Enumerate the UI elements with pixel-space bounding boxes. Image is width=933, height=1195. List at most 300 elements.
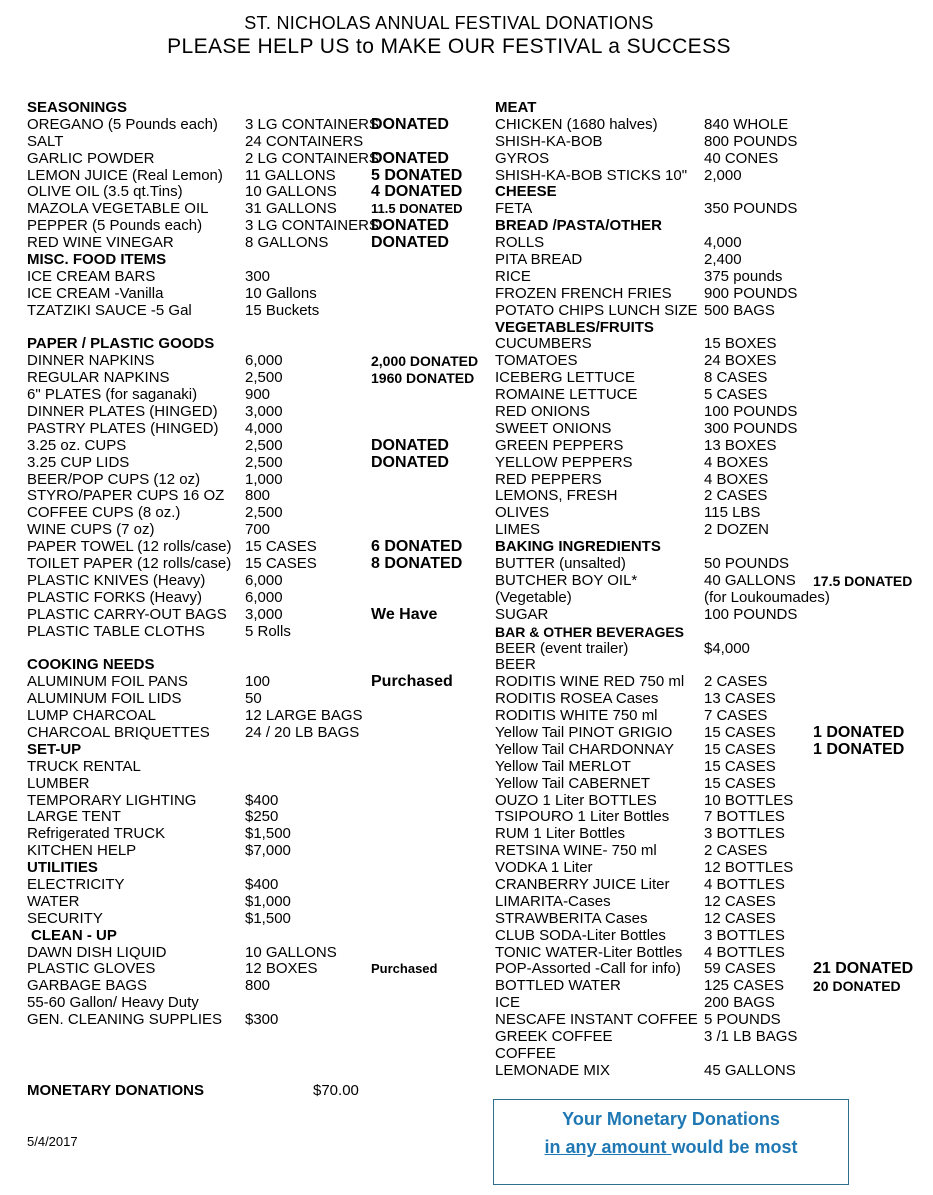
item-name: OLIVE OIL (3.5 qt.Tins) [27,183,183,201]
item-quantity: 4 BOTTLES [704,875,785,893]
item-name: FROZEN FRENCH FRIES [495,284,672,302]
item-quantity: 2,500 [245,504,283,522]
item-status: 17.5 DONATED [813,572,913,589]
item-name: GYROS [495,149,550,167]
item-name: POP-Assorted -Call for info) [495,960,681,978]
item-status: 1 DONATED [813,723,905,741]
item-quantity: 100 POUNDS [704,403,798,421]
monetary-donations-label: MONETARY DONATIONS [27,1082,204,1099]
section-title: COOKING NEEDS [27,656,155,674]
item-quantity: 5 Rolls [245,622,291,640]
donation-item-row [27,269,487,286]
monetary-appeal-box [493,1099,849,1185]
donation-item-row [27,911,487,928]
item-name: BOTTLED WATER [495,977,621,995]
item-quantity: 5 POUNDS [704,1011,781,1029]
item-quantity: 7 BOTTLES [704,808,785,826]
item-quantity: 12 CASES [704,892,776,910]
item-quantity: 10 Gallons [245,284,317,302]
item-quantity: 900 POUNDS [704,284,798,302]
item-quantity: 100 POUNDS [704,605,798,623]
item-status: 2,000 DONATED [371,353,479,370]
item-quantity: 700 [245,521,271,539]
section-header [495,218,924,235]
item-name: CUCUMBERS [495,335,592,353]
item-quantity: 900 [245,386,271,404]
item-name: PASTRY PLATES (HINGED) [27,419,219,437]
item-quantity: 40 GALLONS [704,571,796,589]
item-quantity: (for Loukoumades) [704,588,830,606]
item-name: SECURITY [27,909,103,927]
donation-item-row [495,421,924,438]
donation-item-row [495,809,924,826]
donation-item-row [27,539,487,556]
item-name: ICE CREAM -Vanilla [27,284,164,302]
donation-item-row [495,877,924,894]
item-name: Yellow Tail MERLOT [495,757,631,775]
donation-item-row [27,809,487,826]
item-name: ROLLS [495,234,545,252]
item-quantity: 2,500 [245,436,283,454]
item-status: DONATED [371,436,449,454]
donation-item-row [27,826,487,843]
donation-item-row [27,725,487,742]
item-status: DONATED [371,234,449,252]
donation-item-row [495,793,924,810]
item-name: RODITIS WINE RED 750 ml [495,673,685,691]
donation-item-row [27,303,487,320]
item-quantity: $300 [245,1011,279,1029]
item-name: BEER (event trailer) [495,639,629,657]
donation-item-row [495,353,924,370]
item-quantity: 2,400 [704,251,742,269]
item-name: Refrigerated TRUCK [27,825,166,843]
item-quantity: 375 pounds [704,267,783,285]
item-quantity: 15 Buckets [245,301,320,319]
item-status: 21 DONATED [813,960,914,978]
donation-item-row [27,590,487,607]
item-quantity: 3,000 [245,403,283,421]
item-name: CHARCOAL BRIQUETTES [27,723,210,741]
donation-item-row [27,674,487,691]
item-name: TOMATOES [495,352,578,370]
donation-item-row [495,759,924,776]
left-column [27,100,487,1029]
item-quantity: 350 POUNDS [704,200,798,218]
donation-item-row [27,151,487,168]
item-status: Purchased [371,673,453,691]
item-status: 8 DONATED [371,555,463,573]
item-name: Yellow Tail CABERNET [495,774,651,792]
item-name: 55-60 Gallon/ Heavy Duty [27,994,199,1012]
item-name: TONIC WATER-Liter Bottles [495,943,683,961]
section-header [495,184,924,201]
item-name: SHISH-KA-BOB [495,132,603,150]
item-quantity: 4,000 [704,234,742,252]
item-quantity: 840 WHOLE [704,115,789,133]
section-header [495,624,924,641]
item-name: 6" PLATES (for saganaki) [27,386,198,404]
item-quantity: 4,000 [245,419,283,437]
donation-item-row [495,674,924,691]
donation-item-row [495,404,924,421]
item-name: SALT [27,132,64,150]
donation-item-row [495,438,924,455]
item-name: SUGAR [495,605,549,623]
item-name: KITCHEN HELP [27,842,137,860]
donation-item-row [495,522,924,539]
section-header [27,100,487,117]
item-name: OUZO 1 Liter BOTTLES [495,791,657,809]
item-quantity: 15 CASES [704,774,776,792]
donation-item-row [27,607,487,624]
item-quantity: 50 POUNDS [704,555,790,573]
item-quantity: 50 [245,690,262,708]
donation-item-row [27,218,487,235]
section-header [27,860,487,877]
donation-item-row [495,945,924,962]
donation-item-row [27,843,487,860]
item-status: 20 DONATED [813,978,901,995]
item-name: SHISH-KA-BOB STICKS 10" [495,166,688,184]
item-name: PLASTIC TABLE CLOTHS [27,622,205,640]
donation-item-row [27,877,487,894]
donation-item-row [495,252,924,269]
item-name: PAPER TOWEL (12 rolls/case) [27,538,232,556]
donation-item-row [495,590,924,607]
item-name: DAWN DISH LIQUID [27,943,167,961]
donation-item-row [495,235,924,252]
item-quantity: $400 [245,791,279,809]
item-name: LEMON JUICE (Real Lemon) [27,166,223,184]
item-status: DONATED [371,217,449,235]
donation-item-row [27,404,487,421]
item-quantity: 6,000 [245,352,283,370]
donation-item-row [27,488,487,505]
donation-item-row [495,387,924,404]
donation-item-row [27,235,487,252]
item-quantity: 800 POUNDS [704,132,798,150]
section-header [495,100,924,117]
donation-item-row [495,370,924,387]
item-quantity: 10 GALLONS [245,183,337,201]
donation-item-row [27,793,487,810]
donation-item-row [495,843,924,860]
appeal-rest-text: would be most [671,1137,798,1157]
donation-item-row [495,556,924,573]
item-name: DINNER NAPKINS [27,352,155,370]
donation-item-row [495,607,924,624]
page-title: ST. NICHOLAS ANNUAL FESTIVAL DONATIONS [244,13,654,33]
item-quantity: 15 BOXES [704,335,777,353]
donation-item-row [27,691,487,708]
item-name: CRANBERRY JUICE Liter [495,875,670,893]
item-name: PITA BREAD [495,251,583,269]
section-title: MEAT [495,99,537,116]
item-quantity: $1,000 [245,892,291,910]
item-quantity: 11 GALLONS [245,166,336,184]
item-quantity: $250 [245,808,279,826]
item-quantity: 31 GALLONS [245,200,337,218]
donation-item-row [27,556,487,573]
donation-item-row [495,168,924,185]
item-name: ROMAINE LETTUCE [495,386,638,404]
item-name: TSIPOURO 1 Liter Bottles [495,808,670,826]
page-subtitle: PLEASE HELP US to MAKE OUR FESTIVAL a SUCCESS [167,35,731,58]
item-name: ICE CREAM BARS [27,267,156,285]
item-quantity: 3 /1 LB BAGS [704,1027,798,1045]
item-quantity: 15 CASES [704,757,776,775]
item-status: DONATED [371,453,449,471]
section-title: MISC. FOOD ITEMS [27,251,167,269]
donation-item-row [27,353,487,370]
item-quantity: 13 BOXES [704,436,777,454]
item-name: TRUCK RENTAL [27,757,141,775]
donation-item-row [495,1046,924,1063]
item-name: CLUB SODA-Liter Bottles [495,926,666,944]
section-title: PAPER / PLASTIC GOODS [27,335,215,353]
item-status: 6 DONATED [371,538,463,556]
item-status: 11.5 DONATED [371,201,463,217]
section-header [27,336,487,353]
item-name: PEPPER (5 Pounds each) [27,217,203,235]
item-name: GREEK COFFEE [495,1027,613,1045]
item-quantity: 4 BOXES [704,470,769,488]
item-quantity: 1,000 [245,470,283,488]
item-quantity: 24 / 20 LB BAGS [245,723,360,741]
item-quantity: 10 GALLONS [245,943,337,961]
section-title: BREAD /PASTA/OTHER [495,217,662,235]
item-quantity: 2 DOZEN [704,521,770,539]
item-name: BUTCHER BOY OIL* [495,571,638,589]
section-header [495,320,924,337]
donation-item-row [27,708,487,725]
item-status: 1960 DONATED [371,370,475,387]
donation-item-row [27,961,487,978]
item-name: TZATZIKI SAUCE -5 Gal [27,301,192,319]
item-quantity: 125 CASES [704,977,785,995]
item-status: DONATED [371,149,449,167]
item-name: TOILET PAPER (12 rolls/case) [27,555,232,573]
item-name: LEMONADE MIX [495,1061,611,1079]
donation-item-row [27,472,487,489]
item-status: 1 DONATED [813,740,905,758]
item-name: RED PEPPERS [495,470,602,488]
item-name: LARGE TENT [27,808,121,826]
item-quantity: 800 [245,977,271,995]
item-quantity: 8 CASES [704,369,768,387]
appeal-line-2 [494,1137,848,1158]
item-quantity: 13 CASES [704,690,776,708]
donation-item-row [495,488,924,505]
item-quantity: 800 [245,487,271,505]
item-name: ALUMINUM FOIL LIDS [27,690,182,708]
item-quantity: 3 BOTTLES [704,926,785,944]
item-name: PLASTIC GLOVES [27,960,156,978]
donation-item-row [27,201,487,218]
donation-item-row [495,134,924,151]
donation-item-row [27,759,487,776]
item-quantity: $7,000 [245,842,291,860]
item-quantity: 15 CASES [245,538,317,556]
donation-item-row [27,438,487,455]
donation-item-row [495,117,924,134]
section-title: BAKING INGREDIENTS [495,538,661,556]
item-name: RUM 1 Liter Bottles [495,825,626,843]
item-quantity: $1,500 [245,909,291,927]
item-quantity: 59 CASES [704,960,776,978]
item-name: LIMES [495,521,541,539]
donation-item-row [27,184,487,201]
donation-item-row [27,387,487,404]
section-title: UTILITIES [27,859,98,877]
donation-item-row [27,168,487,185]
item-quantity: 15 CASES [704,723,776,741]
item-quantity: 6,000 [245,571,283,589]
blank-row [27,320,487,337]
item-name: 3.25 CUP LIDS [27,453,130,471]
item-quantity: 6,000 [245,588,283,606]
document-date: 5/4/2017 [27,1134,78,1149]
donation-item-row [27,624,487,641]
donation-item-row [495,641,924,658]
item-name: (Vegetable) [495,588,572,606]
item-quantity: $1,500 [245,825,291,843]
donation-item-row [495,1012,924,1029]
item-name: OLIVES [495,504,550,522]
donation-item-row [495,708,924,725]
item-quantity: 2 CASES [704,487,768,505]
item-quantity: 3,000 [245,605,283,623]
item-quantity: $4,000 [704,639,750,657]
donation-item-row [495,201,924,218]
donation-item-row [495,472,924,489]
donation-item-row [27,286,487,303]
item-quantity: 3 LG CONTAINERS [245,217,379,235]
donation-item-row [495,336,924,353]
item-quantity: 15 CASES [704,740,776,758]
item-quantity: 24 BOXES [704,352,777,370]
item-quantity: 45 GALLONS [704,1061,796,1079]
item-name: COFFEE [495,1044,556,1062]
item-quantity: 40 CONES [704,149,779,167]
item-name: MAZOLA VEGETABLE OIL [27,200,209,218]
item-quantity: 2,500 [245,369,283,387]
donation-item-row [495,303,924,320]
item-quantity: 5 CASES [704,386,768,404]
item-quantity: 2 CASES [704,673,768,691]
donation-item-row [495,286,924,303]
item-name: ICEBERG LETTUCE [495,369,636,387]
donation-item-row [495,455,924,472]
section-header [27,928,487,945]
blank-row [27,641,487,658]
donation-item-row [27,945,487,962]
item-name: 3.25 oz. CUPS [27,436,127,454]
right-column [495,100,924,1080]
item-name: GARLIC POWDER [27,149,155,167]
item-quantity: 12 CASES [704,909,776,927]
item-quantity: 15 CASES [245,555,317,573]
item-name: RODITIS WHITE 750 ml [495,707,658,725]
donation-item-row [27,455,487,472]
appeal-underlined-text: in any amount [544,1137,672,1157]
item-name: CHICKEN (1680 halves) [495,115,658,133]
item-name: RED ONIONS [495,403,591,421]
item-quantity: 2 LG CONTAINERS [245,149,379,167]
donation-item-row [27,573,487,590]
item-quantity: 4 BOTTLES [704,943,785,961]
section-title: BAR & OTHER BEVERAGES [495,623,685,640]
item-quantity: 8 GALLONS [245,234,329,252]
item-quantity: 2 CASES [704,842,768,860]
section-title: SET-UP [27,740,82,758]
item-name: STRAWBERITA Cases [495,909,648,927]
donation-item-row [27,776,487,793]
item-quantity: 2,500 [245,453,283,471]
item-name: PLASTIC CARRY-OUT BAGS [27,605,227,623]
donation-item-row [495,961,924,978]
donation-item-row [495,269,924,286]
item-name: VODKA 1 Liter [495,859,593,877]
item-quantity: 115 LBS [704,504,761,522]
item-quantity: 24 CONTAINERS [245,132,364,150]
item-name: PLASTIC KNIVES (Heavy) [27,571,206,589]
item-quantity: 12 BOXES [245,960,318,978]
item-name: Yellow Tail PINOT GRIGIO [495,723,673,741]
item-name: NESCAFE INSTANT COFFEE [495,1011,698,1029]
item-name: RETSINA WINE- 750 ml [495,842,657,860]
donation-item-row [495,928,924,945]
item-quantity: 12 LARGE BAGS [245,707,363,725]
item-name: REGULAR NAPKINS [27,369,170,387]
item-name: LUMBER [27,774,90,792]
item-name: DINNER PLATES (HINGED) [27,403,218,421]
donation-item-row [27,117,487,134]
item-name: WATER [27,892,80,910]
donation-item-row [495,978,924,995]
item-name: PLASTIC FORKS (Heavy) [27,588,203,606]
section-title: SEASONINGS [27,99,128,116]
donation-item-row [27,978,487,995]
item-quantity: 200 BAGS [704,994,775,1012]
donation-item-row [495,691,924,708]
item-quantity: 500 BAGS [704,301,775,319]
section-header [27,742,487,759]
donation-item-row [495,657,924,674]
donation-item-row [27,1012,487,1029]
item-name: RICE [495,267,531,285]
item-quantity: 4 BOXES [704,453,769,471]
item-quantity: 3 BOTTLES [704,825,785,843]
donation-item-row [495,725,924,742]
section-header [27,657,487,674]
item-name: LUMP CHARCOAL [27,707,156,725]
item-quantity: 3 LG CONTAINERS [245,115,379,133]
item-name: BUTTER (unsalted) [495,555,626,573]
donation-item-row [495,776,924,793]
item-status: We Have [371,605,438,623]
item-name: GEN. CLEANING SUPPLIES [27,1011,223,1029]
item-quantity: 2,000 [704,166,742,184]
item-name: LEMONS, FRESH [495,487,618,505]
section-title: VEGETABLES/FRUITS [495,318,654,336]
donation-item-row [495,1063,924,1080]
donation-item-row [27,522,487,539]
item-name: BEER [495,656,536,674]
item-quantity: $400 [245,875,279,893]
item-name: ELECTRICITY [27,875,125,893]
